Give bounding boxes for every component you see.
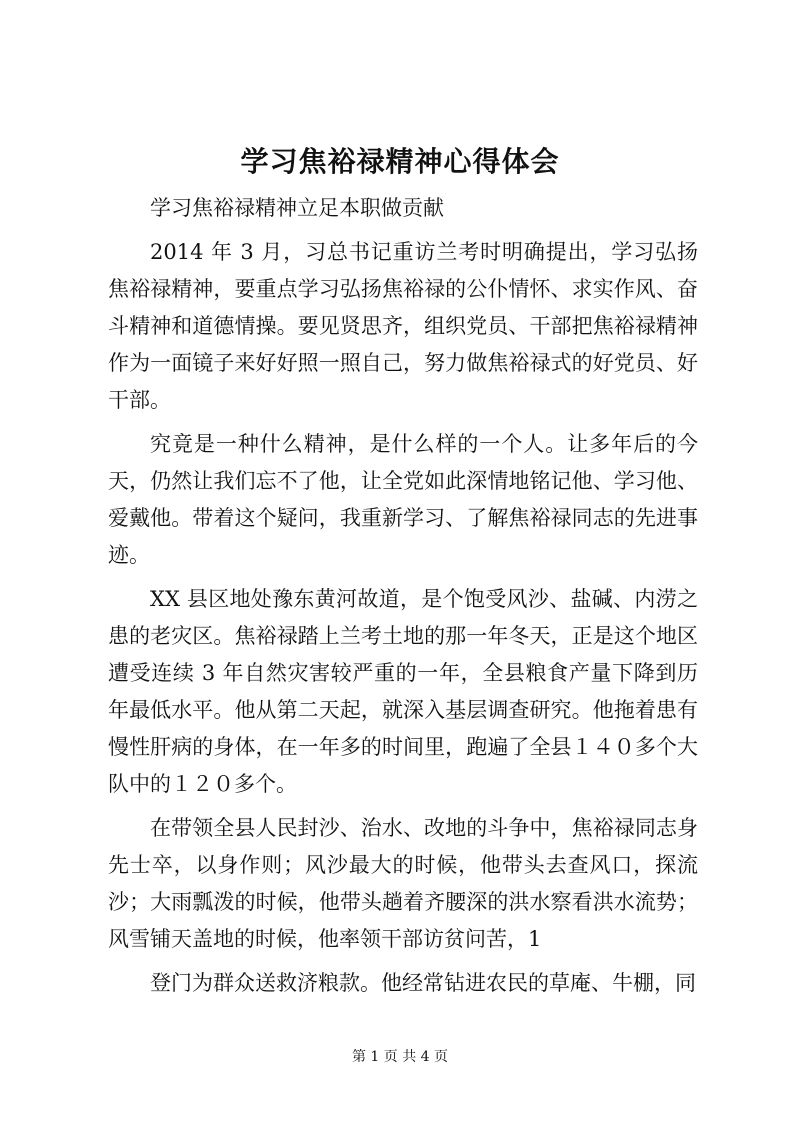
body-paragraph: 究竟是一种什么精神，是什么样的一个人。让多年后的今天，仍然让我们忘不了他，让全党如此深情地铭记他、学习他、爱戴他。带着这个疑问，我重新学习、了解焦裕禄同志的先进事迹。 bbox=[108, 432, 698, 567]
subtitle-paragraph: 学习焦裕禄精神立足本职做贡献 bbox=[150, 196, 444, 220]
body-paragraph: 在带领全县人民封沙、治水、改地的斗争中，焦裕禄同志身先士卒，以身作则；风沙最大的时候，他带头去查风口，探流沙；大雨瓢泼的时候，他带头趟着齐腰深的洪水察看洪水流势；风雪铺天盖地的时候，他率领干部访贫问苦，1 bbox=[108, 816, 698, 951]
body-paragraph: 2014 年 3 月，习总书记重访兰考时明确提出，学习弘扬焦裕禄精神，要重点学习弘扬焦裕禄的公仆情怀、求实作风、奋斗精神和道德情操。要见贤思齐，组织党员、干部把焦裕禄精神作为一面镜子来好好照一照自己，努力做焦裕禄式的好党员、好干部。 bbox=[108, 240, 698, 412]
document-body bbox=[108, 190, 698, 1009]
body-paragraph: XX 县区地处豫东黄河故道，是个饱受风沙、盐碱、内涝之患的老灾区。焦裕禄踏上兰考土地的那一年冬天，正是这个地区遭受连续 3 年自然灾害较严重的一年，全县粮食产量下降到历年最低水平。他从第二天起，就深入基层调查研究。他拖着患有慢性肝病的身体，在一年多的时间里，跑遍了全县１４０多个大队中的１２０多个。 bbox=[108, 587, 698, 796]
body-paragraph: 登门为群众送救济粮款。他经常钻进农民的草庵、牛棚，同 bbox=[150, 971, 696, 995]
document-title: 学习焦裕禄精神心得体会 bbox=[240, 145, 560, 178]
page-footer: 第 1 页 共 4 页 bbox=[351, 1049, 449, 1065]
